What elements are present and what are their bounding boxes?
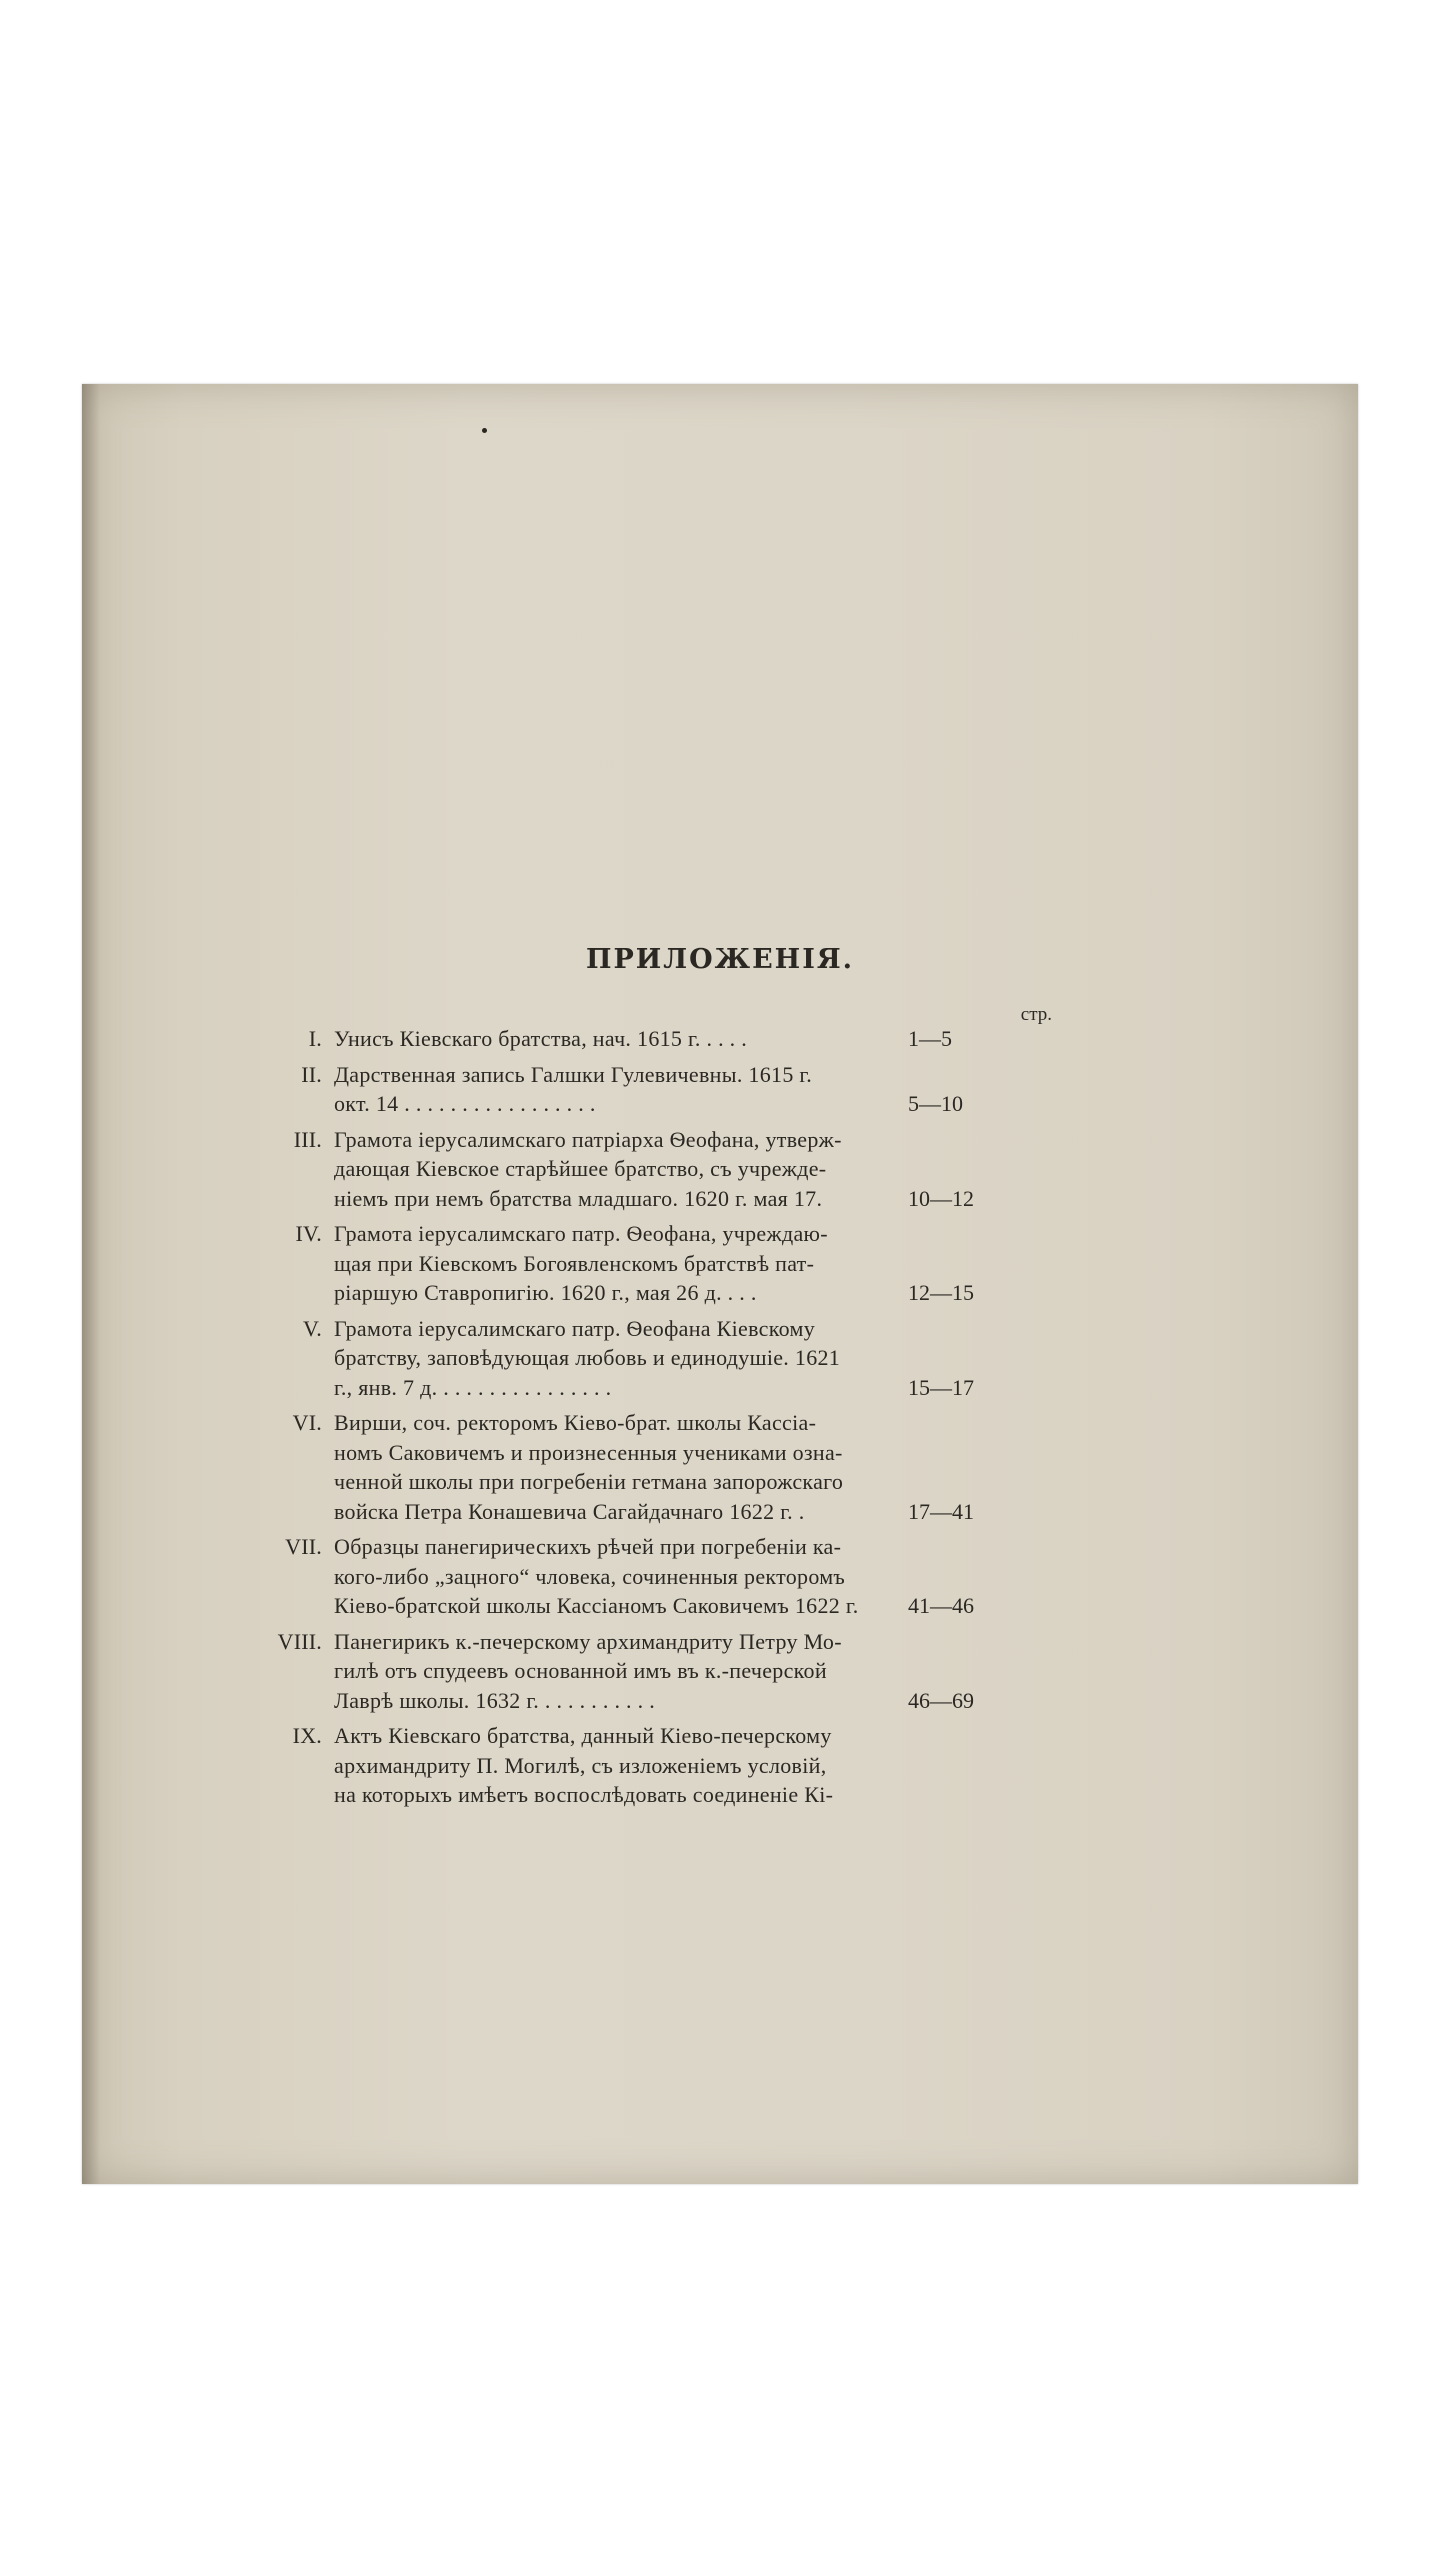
toc-entry-line: Панегирикъ к.-печерскому архимандриту Петру Мо- <box>334 1628 842 1654</box>
toc-entry <box>262 1219 1082 1308</box>
page-title-text: ПРИЛОЖЕНІЯ. <box>585 944 855 975</box>
toc-entry-line: кого-либо „зацного“ чловека, сочиненныя ректоромъ <box>334 1563 846 1589</box>
toc-entry-line: архимандриту П. Могилѣ, съ изложеніемъ условій, <box>334 1752 827 1778</box>
toc-entry-line: Актъ Кіевскаго братства, данный Кіево-печерскому <box>334 1723 832 1748</box>
toc-entry <box>262 1721 1082 1810</box>
toc-entry <box>262 1024 1082 1054</box>
toc-entry-text <box>334 1314 894 1403</box>
toc-entry-number: VI. <box>292 1410 322 1435</box>
toc-entry-number: VIII. <box>277 1628 322 1654</box>
toc-entry-text <box>334 1024 894 1054</box>
toc-entry-text <box>334 1060 894 1119</box>
toc-entry-line: на которыхъ имѣетъ воспослѣдовать соединеніе Кі- <box>334 1782 834 1807</box>
toc-entry-pages: 15—17 <box>908 1374 974 1400</box>
toc-entry-line: Дарственная запись Галшки Гулевичевны. 1615 г. <box>334 1061 813 1087</box>
toc-entry-line: Кіево-братской школы Кассіаномъ Саковичемъ 1622 г. <box>334 1593 859 1618</box>
toc-entry-text <box>334 1627 894 1716</box>
toc-entry <box>262 1125 1082 1214</box>
toc-entry-pages: 17—41 <box>908 1498 974 1524</box>
toc-entry-text <box>334 1532 894 1621</box>
toc-entry-number: V. <box>303 1315 322 1341</box>
toc-entry-line: г., янв. 7 д. . . . . . . . . . . . . . . . <box>334 1374 612 1400</box>
toc-entry-number: I. <box>308 1026 322 1051</box>
pages-column-header: стр. <box>1020 1004 1052 1025</box>
toc-entry <box>262 1408 1082 1526</box>
toc-entry-line: Образцы панегирическихъ рѣчей при погребеніи ка- <box>334 1534 842 1559</box>
toc-entry-line: Грамота іерусалимскаго патр. Ѳеофана Кіевскому <box>334 1315 815 1341</box>
toc-entry-text <box>334 1721 894 1810</box>
toc-entry-pages: 12—15 <box>908 1280 974 1305</box>
toc-entry-line: Грамота іерусалимскаго патріарха Ѳеофана, утверж- <box>334 1126 842 1152</box>
toc-entry-line: Унисъ Кіевскаго братства, нач. 1615 г. . . . . <box>334 1026 748 1051</box>
toc-entries <box>262 1024 1082 1816</box>
toc-entry-text <box>334 1125 894 1214</box>
toc-entry-line: окт. 14 . . . . . . . . . . . . . . . . . <box>334 1091 596 1116</box>
toc-entry <box>262 1060 1082 1119</box>
toc-entry-text <box>334 1219 894 1308</box>
toc-entry-line: номъ Саковичемъ и произнесенныя учениками озна- <box>334 1439 843 1465</box>
toc-entry-line: Лаврѣ школы. 1632 г. . . . . . . . . . . <box>334 1687 656 1713</box>
toc-entry-line: дающая Кіевское старѣйшее братство, съ учрежде- <box>334 1156 827 1181</box>
toc-entry-line: Грамота іерусалимскаго патр. Ѳеофана, учреждаю- <box>334 1221 828 1246</box>
toc-entry-text <box>334 1408 894 1526</box>
ink-speck <box>482 428 487 433</box>
toc-entry <box>262 1314 1082 1403</box>
toc-entry-line: войска Петра Конашевича Сагайдачнаго 1622 г. . <box>334 1498 805 1524</box>
toc-entry-pages: 5—10 <box>908 1091 963 1116</box>
toc-entry-pages: 10—12 <box>908 1185 974 1211</box>
toc-entry-pages: 41—46 <box>908 1593 974 1618</box>
toc-entry-line: щая при Кіевскомъ Богоявленскомъ братствѣ пат- <box>334 1250 815 1276</box>
toc-entry-number: VII. <box>285 1534 322 1559</box>
toc-entry-number: II. <box>301 1061 322 1087</box>
toc-entry-pages: 1—5 <box>908 1026 952 1051</box>
toc-entry-line: ченной школы при погребеніи гетмана запорожскаго <box>334 1469 844 1494</box>
toc-entry <box>262 1532 1082 1621</box>
toc-entry-line: ніемъ при немъ братства младшаго. 1620 г. мая 17. <box>334 1185 823 1211</box>
toc-entry-line: Вирши, соч. ректоромъ Кіево-брат. школы Кассіа- <box>334 1410 817 1435</box>
book-page <box>82 384 1358 2184</box>
toc-entry-number: IX. <box>292 1723 322 1748</box>
toc-entry-line: братству, заповѣдующая любовь и единодушіе. 1621 <box>334 1345 841 1370</box>
page-title <box>82 944 1358 975</box>
toc-entry-number: IV. <box>295 1221 322 1246</box>
toc-entry-line: гилѣ отъ спудеевъ основанной имъ въ к.-печерской <box>334 1658 827 1683</box>
toc-entry-number: III. <box>293 1126 322 1152</box>
toc-entry-pages: 46—69 <box>908 1687 974 1713</box>
toc-entry <box>262 1627 1082 1716</box>
toc-entry-line: ріаршую Ставропигію. 1620 г., мая 26 д. . . . <box>334 1280 757 1305</box>
